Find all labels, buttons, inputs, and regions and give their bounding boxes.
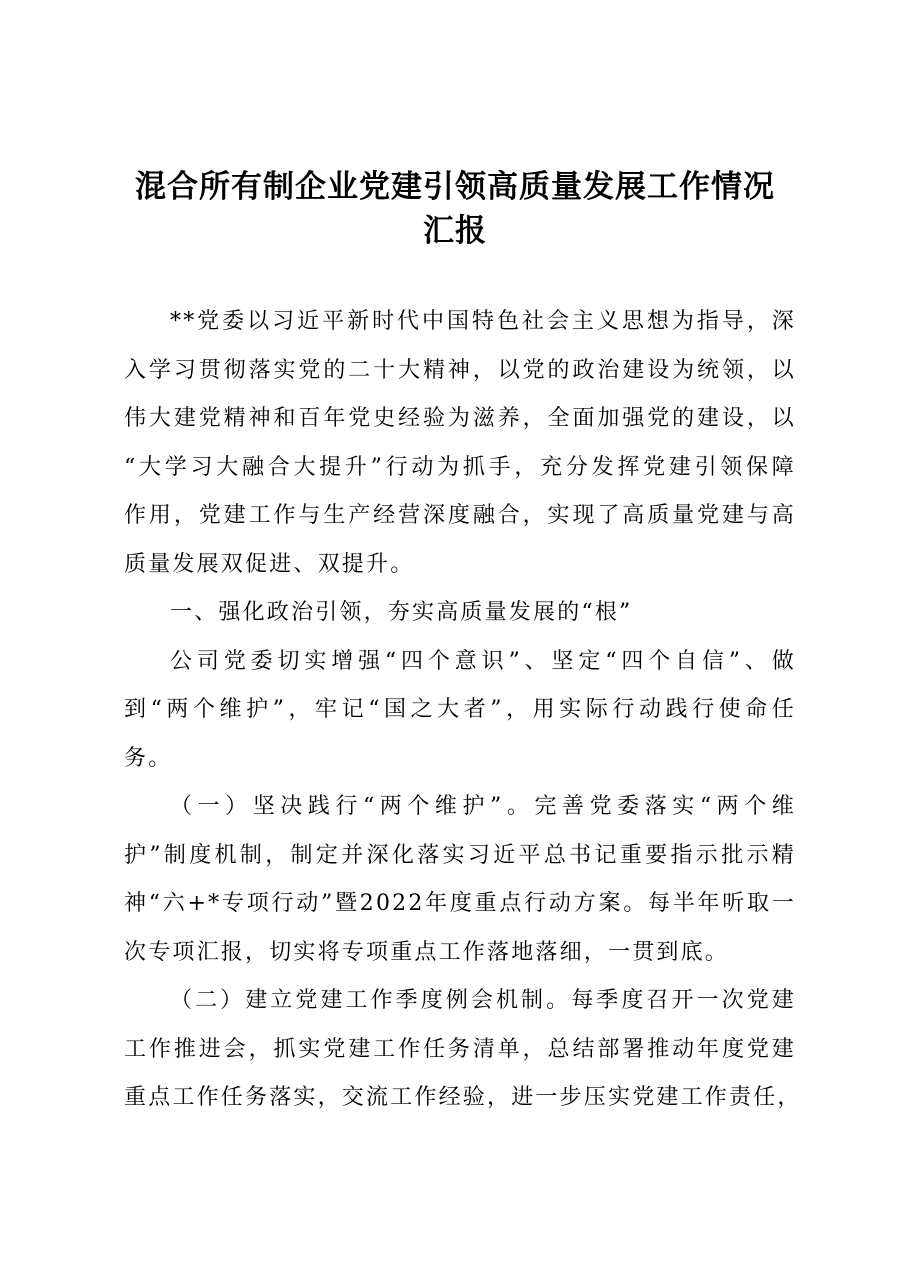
text-line: 务。 — [124, 745, 173, 771]
text-line: 作用，党建工作与生产经营深度融合，实现了高质量党建与高 — [124, 503, 796, 528]
title-line-1: 混合所有制企业党建引领高质量发展工作情况 — [135, 169, 775, 205]
heading-line: 一、强化政治引领，夯实高质量发展的“根” — [170, 600, 633, 625]
text-line: 护”制度机制，制定并深化落实习近平总书记重要指示批示精 — [124, 842, 796, 868]
text-line: 重点工作任务落实，交流工作经验，进一步压实党建工作责任， — [124, 1085, 802, 1110]
text-line: 入学习贯彻落实党的二十大精神，以党的政治建设为统领，以 — [124, 357, 796, 383]
text-line: 工作推进会，抓实党建工作任务清单，总结部署推动年度党建 — [124, 1036, 796, 1062]
text-line: 到“两个维护”，牢记“国之大者”，用实际行动践行使命任 — [124, 697, 796, 722]
text-line: 伟大建党精神和百年党史经验为滋养，全面加强党的建设，以 — [124, 406, 796, 431]
paragraph-1 — [124, 638, 796, 784]
text-line: （二）建立党建工作季度例会机制。每季度召开一次党建 — [170, 988, 796, 1013]
text-line: 公司党委切实增强“四个意识”、坚定“四个自信”、做 — [170, 648, 796, 674]
section-heading-1 — [124, 589, 796, 638]
intro-paragraph — [124, 298, 796, 589]
text-line: **党委以习近平新时代中国特色社会主义思想为指导，深 — [170, 309, 796, 334]
document-title — [110, 165, 800, 253]
text-line: 神“六+*专项行动”暨2022年度重点行动方案。每半年听取一 — [124, 891, 796, 916]
document-body — [124, 298, 802, 1123]
paragraph-2 — [124, 783, 796, 977]
title-line-2: 汇报 — [423, 213, 487, 249]
text-line: 质量发展双促进、双提升。 — [124, 551, 415, 577]
paragraph-3 — [124, 977, 802, 1123]
text-line: “大学习大融合大提升”行动为抓手，充分发挥党建引领保障 — [124, 454, 796, 480]
text-line: 次专项汇报，切实将专项重点工作落地落细，一贯到底。 — [124, 939, 730, 965]
text-line: （一）坚决践行“两个维护”。完善党委落实“两个维 — [170, 794, 796, 819]
